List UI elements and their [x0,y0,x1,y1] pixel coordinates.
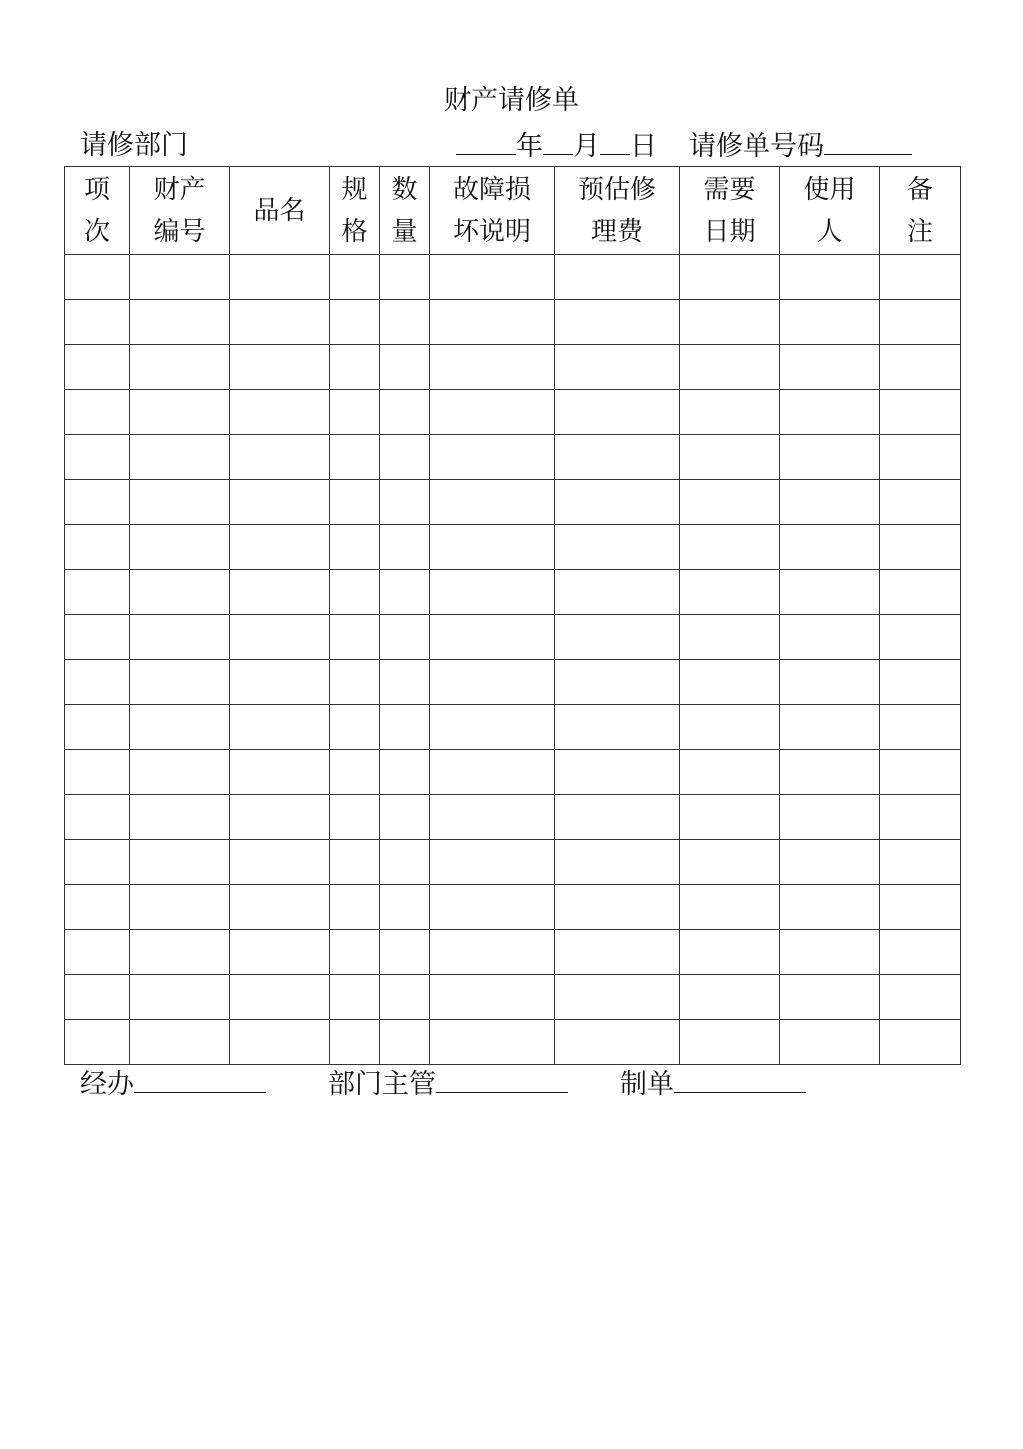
handler-field [80,1064,266,1104]
table-cell[interactable] [130,975,230,1020]
table-cell[interactable] [230,570,330,615]
table-cell[interactable] [330,345,380,390]
table-cell[interactable] [380,570,430,615]
table-cell[interactable] [130,435,230,480]
table-cell[interactable] [880,705,961,750]
table-cell[interactable] [880,885,961,930]
table-cell[interactable] [230,1020,330,1065]
table-cell[interactable] [555,975,680,1020]
table-row [65,255,961,300]
table-cell[interactable] [380,1020,430,1065]
table-cell[interactable] [430,750,555,795]
table-cell[interactable] [680,390,780,435]
table-cell[interactable] [130,345,230,390]
table-cell[interactable] [780,660,880,705]
table-cell[interactable] [555,930,680,975]
table-cell[interactable] [680,795,780,840]
table-cell[interactable] [430,525,555,570]
table-cell[interactable] [330,795,380,840]
table-cell[interactable] [430,570,555,615]
column-header-item-name: 品名 [230,167,330,255]
table-cell[interactable] [430,1020,555,1065]
table-cell[interactable] [380,885,430,930]
table-cell[interactable] [380,705,430,750]
table-cell[interactable] [555,570,680,615]
table-cell[interactable] [680,660,780,705]
table-cell[interactable] [65,435,130,480]
table-cell[interactable] [330,615,380,660]
table-cell[interactable] [430,840,555,885]
table-cell[interactable] [780,840,880,885]
table-cell[interactable] [555,480,680,525]
table-cell[interactable] [65,300,130,345]
table-cell[interactable] [880,570,961,615]
table-cell[interactable] [555,885,680,930]
table-cell[interactable] [330,570,380,615]
table-cell[interactable] [330,480,380,525]
table-cell[interactable] [880,435,961,480]
table-cell[interactable] [780,525,880,570]
table-cell[interactable] [330,1020,380,1065]
table-cell[interactable] [65,975,130,1020]
table-row [65,885,961,930]
supervisor-field [328,1064,568,1104]
table-cell[interactable] [680,300,780,345]
table-cell[interactable] [780,885,880,930]
table-cell[interactable] [880,480,961,525]
table-cell[interactable] [330,255,380,300]
table-cell[interactable] [380,975,430,1020]
table-cell[interactable] [555,795,680,840]
table-cell[interactable] [780,930,880,975]
table-cell[interactable] [65,885,130,930]
table-cell[interactable] [880,390,961,435]
table-cell[interactable] [780,705,880,750]
table-cell[interactable] [65,255,130,300]
table-header-row [65,167,961,255]
table-cell[interactable] [880,615,961,660]
column-header-remarks: 备 注 [880,167,961,255]
table-cell[interactable] [380,930,430,975]
table-cell[interactable] [330,930,380,975]
table-cell[interactable] [680,975,780,1020]
table-cell[interactable] [65,1020,130,1065]
date-and-number-line [456,126,912,166]
form-title: 财产请修单 [444,85,579,116]
table-cell[interactable] [555,750,680,795]
repair-request-table [64,166,961,1065]
table-cell[interactable] [780,795,880,840]
table-row [65,1020,961,1065]
department-label: 请修部门 [80,130,188,161]
table-cell[interactable] [680,345,780,390]
table-cell[interactable] [380,390,430,435]
table-cell[interactable] [680,480,780,525]
table-cell[interactable] [130,930,230,975]
supervisor-label: 部门主管 [328,1069,436,1100]
table-cell[interactable] [230,705,330,750]
table-cell[interactable] [330,885,380,930]
table-row [65,750,961,795]
table-cell[interactable] [880,750,961,795]
maker-field [620,1064,806,1104]
table-cell[interactable] [65,345,130,390]
table-row [65,705,961,750]
table-cell[interactable] [130,840,230,885]
table-cell[interactable] [380,795,430,840]
table-cell[interactable] [65,660,130,705]
month-label: 月 [573,131,600,162]
table-cell[interactable] [330,660,380,705]
table-cell[interactable] [380,435,430,480]
table-cell[interactable] [130,525,230,570]
table-cell[interactable] [65,525,130,570]
month-blank[interactable] [543,126,573,155]
table-cell[interactable] [780,300,880,345]
handler-label: 经办 [80,1069,134,1100]
table-cell[interactable] [230,300,330,345]
order-number-label: 请修单号码 [689,131,824,162]
table-cell[interactable] [380,660,430,705]
table-cell[interactable] [780,615,880,660]
table-cell[interactable] [880,840,961,885]
column-header-asset-no: 财产 编号 [130,167,230,255]
table-cell[interactable] [330,840,380,885]
table-cell[interactable] [880,345,961,390]
table-cell[interactable] [680,705,780,750]
table-cell[interactable] [130,750,230,795]
table-cell[interactable] [330,525,380,570]
table-cell[interactable] [65,795,130,840]
table-cell[interactable] [230,525,330,570]
table-cell[interactable] [880,930,961,975]
handler-blank[interactable] [134,1064,266,1093]
table-cell[interactable] [130,480,230,525]
table-cell[interactable] [880,975,961,1020]
column-header-item-no: 项 次 [65,167,130,255]
table-cell[interactable] [780,975,880,1020]
table-cell[interactable] [780,570,880,615]
table-cell[interactable] [680,1020,780,1065]
table-cell[interactable] [555,300,680,345]
table-cell[interactable] [430,255,555,300]
table-cell[interactable] [780,345,880,390]
table-cell[interactable] [230,840,330,885]
column-header-required-date: 需要 日期 [680,167,780,255]
table-cell[interactable] [65,570,130,615]
table-cell[interactable] [555,255,680,300]
table-cell[interactable] [555,390,680,435]
table-cell[interactable] [130,615,230,660]
table-row [65,525,961,570]
table-cell[interactable] [880,1020,961,1065]
table-cell[interactable] [680,930,780,975]
table-cell[interactable] [555,345,680,390]
table-cell[interactable] [680,525,780,570]
table-row [65,390,961,435]
table-cell[interactable] [555,840,680,885]
table-cell[interactable] [780,435,880,480]
column-header-quantity: 数 量 [380,167,430,255]
table-cell[interactable] [330,705,380,750]
table-cell[interactable] [430,615,555,660]
table-cell[interactable] [380,750,430,795]
table-cell[interactable] [555,705,680,750]
table-cell[interactable] [430,435,555,480]
table-cell[interactable] [680,615,780,660]
table-cell[interactable] [230,435,330,480]
table-row [65,435,961,480]
table-cell[interactable] [880,795,961,840]
table-cell[interactable] [230,750,330,795]
table-cell[interactable] [130,885,230,930]
table-row [65,840,961,885]
table-row [65,795,961,840]
table-cell[interactable] [430,390,555,435]
table-cell[interactable] [680,570,780,615]
table-cell[interactable] [430,660,555,705]
table-cell[interactable] [330,975,380,1020]
column-header-user: 使用 人 [780,167,880,255]
day-blank[interactable] [600,126,630,155]
table-cell[interactable] [780,750,880,795]
table-cell[interactable] [130,705,230,750]
table-cell[interactable] [430,930,555,975]
table-cell[interactable] [130,300,230,345]
table-row [65,930,961,975]
table-row [65,975,961,1020]
table-cell[interactable] [230,255,330,300]
table-cell[interactable] [230,390,330,435]
table-cell[interactable] [380,480,430,525]
table-cell[interactable] [230,660,330,705]
table-cell[interactable] [230,480,330,525]
table-cell[interactable] [555,615,680,660]
table-cell[interactable] [680,750,780,795]
table-cell[interactable] [230,930,330,975]
table-cell[interactable] [430,885,555,930]
table-cell[interactable] [130,390,230,435]
year-label: 年 [516,131,543,162]
department-field [80,126,188,166]
table-cell[interactable] [555,435,680,480]
table-cell[interactable] [680,255,780,300]
table-cell[interactable] [430,795,555,840]
table-cell[interactable] [430,300,555,345]
table-cell[interactable] [230,795,330,840]
day-label: 日 [630,131,657,162]
table-cell[interactable] [780,255,880,300]
column-header-spec: 规 格 [330,167,380,255]
table-cell[interactable] [880,255,961,300]
table-cell[interactable] [65,705,130,750]
table-cell[interactable] [880,525,961,570]
table-cell[interactable] [330,390,380,435]
table-cell[interactable] [65,750,130,795]
maker-blank[interactable] [674,1064,806,1093]
order-number-blank[interactable] [824,126,912,155]
table-cell[interactable] [330,300,380,345]
table-cell[interactable] [230,345,330,390]
table-cell[interactable] [65,390,130,435]
table-cell[interactable] [330,750,380,795]
table-cell[interactable] [430,480,555,525]
column-header-fault-description: 故障损 坏说明 [430,167,555,255]
table-cell[interactable] [780,480,880,525]
table-row [65,615,961,660]
table-cell[interactable] [130,795,230,840]
table-cell[interactable] [380,615,430,660]
table-cell[interactable] [880,300,961,345]
table-cell[interactable] [65,840,130,885]
maker-label: 制单 [620,1069,674,1100]
table-cell[interactable] [555,660,680,705]
table-body [65,255,961,1065]
table-cell[interactable] [780,390,880,435]
table-cell[interactable] [680,435,780,480]
table-cell[interactable] [555,1020,680,1065]
table-cell[interactable] [130,570,230,615]
table-cell[interactable] [380,345,430,390]
table-cell[interactable] [680,840,780,885]
table-cell[interactable] [380,300,430,345]
table-cell[interactable] [330,435,380,480]
table-cell[interactable] [230,885,330,930]
table-cell[interactable] [780,1020,880,1065]
table-row [65,300,961,345]
table-cell[interactable] [430,345,555,390]
table-cell[interactable] [380,840,430,885]
supervisor-blank[interactable] [436,1064,568,1093]
table-cell[interactable] [880,660,961,705]
table-cell[interactable] [430,705,555,750]
column-header-estimated-cost: 预估修 理费 [555,167,680,255]
table-cell[interactable] [65,930,130,975]
table-cell[interactable] [65,615,130,660]
table-cell[interactable] [130,255,230,300]
table-cell[interactable] [130,660,230,705]
table-cell[interactable] [130,1020,230,1065]
table-row [65,480,961,525]
table-cell[interactable] [65,480,130,525]
table-cell[interactable] [555,525,680,570]
table-row [65,345,961,390]
year-blank[interactable] [456,126,516,155]
table-cell[interactable] [680,885,780,930]
table-cell[interactable] [230,615,330,660]
table-row [65,660,961,705]
table-cell[interactable] [430,975,555,1020]
table-row [65,570,961,615]
table-cell[interactable] [230,975,330,1020]
table-cell[interactable] [380,255,430,300]
table-cell[interactable] [380,525,430,570]
